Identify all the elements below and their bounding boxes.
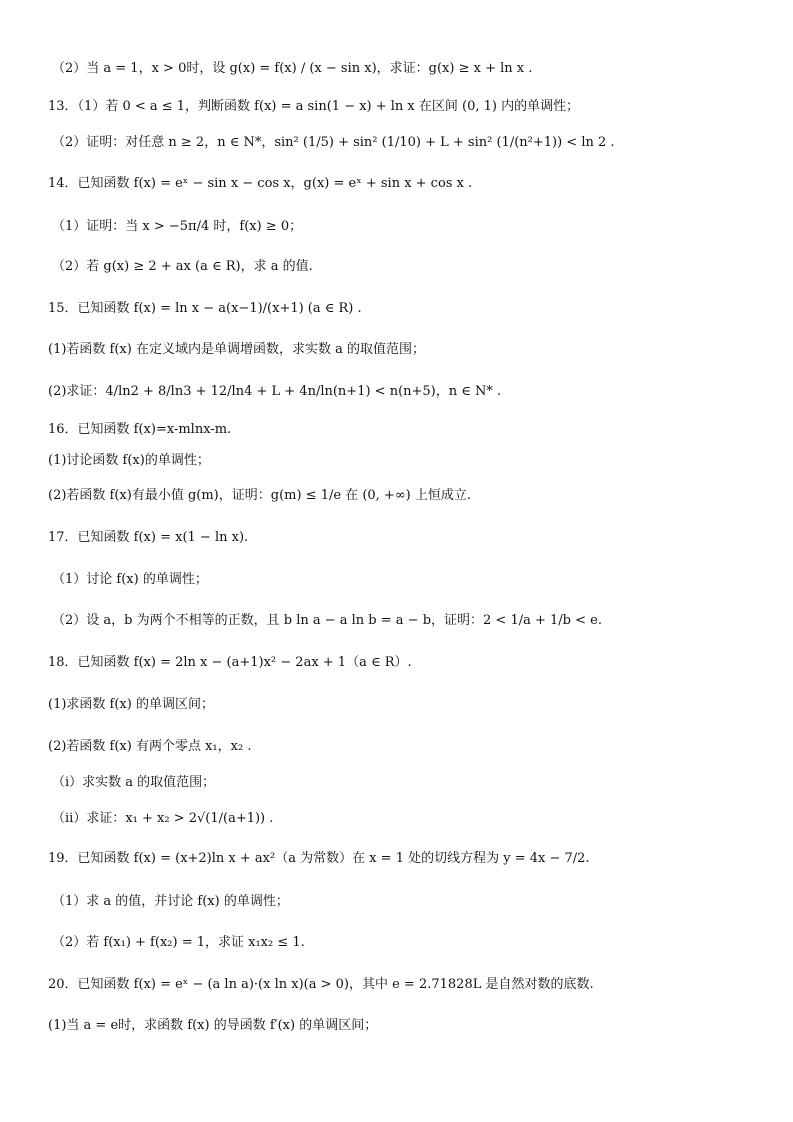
line-18-1: (1)求函数 f(x) 的单调区间； <box>48 697 214 712</box>
line-17-1: （1）讨论 f(x) 的单调性； <box>52 572 208 587</box>
line-19: 19．已知函数 f(x) = (x+2)ln x + ax²（a 为常数）在 x = 1 处的切线方程为 y = 4x − 7/2. <box>48 851 590 866</box>
line-18-2-ii: （ii）求证：x₁ + x₂ > 2√(1/(a+1)) . <box>52 811 274 826</box>
line-19-1: （1）求 a 的值，并讨论 f(x) 的单调性； <box>52 894 289 909</box>
line-20-1: (1)当 a = e时，求函数 f(x) 的导函数 f′(x) 的单调区间； <box>48 1018 378 1033</box>
line-17: 17．已知函数 f(x) = x(1 − ln x). <box>48 530 249 545</box>
line-18-2-i: （i）求实数 a 的取值范围； <box>52 775 216 790</box>
line-18: 18．已知函数 f(x) = 2ln x − (a+1)x² − 2ax + 1（a ∈ R）. <box>48 655 412 670</box>
line-14-2: （2）若 g(x) ≥ 2 + ax (a ∈ R)，求 a 的值. <box>52 259 313 274</box>
line-15-1: (1)若函数 f(x) 在定义域内是单调增函数，求实数 a 的取值范围； <box>48 342 425 357</box>
line-13-2: （2）证明：对任意 n ≥ 2，n ∈ N*，sin² (1/5) + sin² (1/10) + L + sin² (1/(n²+1)) < ln 2 . <box>52 135 615 150</box>
line-16: 16．已知函数 f(x)=x-mlnx-m. <box>48 422 232 437</box>
line-19-2: （2）若 f(x₁) + f(x₂) = 1，求证 x₁x₂ ≤ 1. <box>52 935 305 950</box>
line-16-1: (1)讨论函数 f(x)的单调性； <box>48 453 210 468</box>
line-17-2: （2）设 a，b 为两个不相等的正数，且 b ln a − a ln b = a − b，证明：2 < 1/a + 1/b < e. <box>52 613 602 628</box>
line-12-2: （2）当 a = 1，x > 0时，设 g(x) = f(x) / (x − sin x)，求证：g(x) ≥ x + ln x . <box>52 61 533 76</box>
line-20: 20．已知函数 f(x) = eˣ − (a ln a)·(x ln x)(a > 0)，其中 e = 2.71828L 是自然对数的底数. <box>48 977 594 992</box>
line-14: 14．已知函数 f(x) = eˣ − sin x − cos x，g(x) = eˣ + sin x + cos x . <box>48 176 473 191</box>
line-16-2: (2)若函数 f(x)有最小值 g(m)，证明：g(m) ≤ 1/e 在 (0, +∞) 上恒成立. <box>48 488 471 503</box>
line-15: 15．已知函数 f(x) = ln x − a(x−1)/(x+1) (a ∈ R) . <box>48 301 362 316</box>
line-13-1: 13．（1）若 0 < a ≤ 1，判断函数 f(x) = a sin(1 − x) + ln x 在区间 (0, 1) 内的单调性； <box>48 99 580 114</box>
line-14-1: （1）证明：当 x > −5π/4 时，f(x) ≥ 0； <box>52 219 303 234</box>
line-18-2: (2)若函数 f(x) 有两个零点 x₁，x₂ . <box>48 739 252 754</box>
line-15-2: (2)求证：4/ln2 + 8/ln3 + 12/ln4 + L + 4n/ln(n+1) < n(n+5)，n ∈ N* . <box>48 384 502 399</box>
